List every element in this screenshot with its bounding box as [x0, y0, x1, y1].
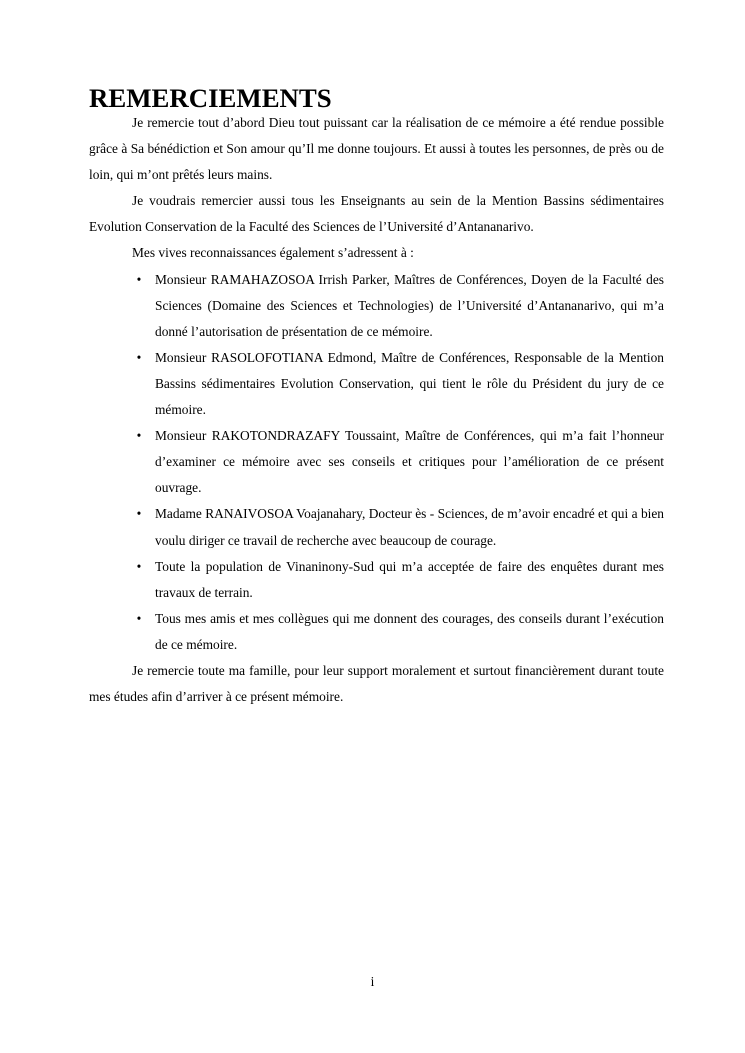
list-item-text: Madame RANAIVOSOA Voajanahary, Docteur ès - Sciences, de m’avoir encadré et qui a bien voulu diriger ce travail de recherche avec beaucoup de courage.	[155, 506, 664, 548]
bullet-icon: •	[136, 610, 142, 626]
list-item	[89, 345, 664, 423]
paragraph-thanks-teachers: Je voudrais remercier aussi tous les Enseignants au sein de la Mention Bassins sédimentaires Evolution Conservation de la Faculté des Sciences de l’Université d’Antananarivo.	[89, 193, 664, 235]
paragraph-acknowledgements-intro: Mes vives reconnaissances également s’adressent à :	[132, 245, 414, 261]
list-item-text: Toute la population de Vinaninony-Sud qui m’a acceptée de faire des enquêtes durant mes travaux de terrain.	[155, 558, 664, 600]
bullet-icon: •	[136, 349, 142, 365]
list-item	[89, 554, 664, 606]
list-item-text: Monsieur RAKOTONDRAZAFY Toussaint, Maître de Conférences, qui m’a fait l’honneur d’examiner ce mémoire avec ses conseils et critiques pour l’amélioration de ce présent ouvrage.	[155, 428, 664, 496]
page-title: REMERCIEMENTS	[89, 83, 332, 113]
paragraph-thanks-god: Je remercie tout d’abord Dieu tout puissant car la réalisation de ce mémoire a été rendue possible grâce à Sa bénédiction et Son amour qu’Il me donne toujours. Et aussi à toutes les personnes, de près ou de loin, qui m’ont prêtés leurs mains.	[89, 115, 664, 183]
list-item	[89, 606, 664, 658]
bullet-icon: •	[136, 271, 142, 287]
list-item-text: Monsieur RASOLOFOTIANA Edmond, Maître de Conférences, Responsable de la Mention Bassins sédimentaires Evolution Conservation, qui tient le rôle du Président du jury de ce mémoire.	[155, 349, 664, 418]
bullet-icon: •	[136, 506, 142, 522]
acknowledgements-list	[89, 267, 664, 658]
bullet-icon: •	[136, 558, 142, 574]
list-item	[89, 267, 664, 345]
list-item	[89, 423, 664, 501]
list-item-text: Monsieur RAMAHAZOSOA Irrish Parker, Maîtres de Conférences, Doyen de la Faculté des Sciences (Domaine des Sciences et Technologies) de l’Université d’Antananarivo, qui m’a donné l’autorisation de présentation de ce mémoire.	[155, 271, 664, 339]
bullet-icon: •	[136, 428, 142, 444]
list-item-text: Tous mes amis et mes collègues qui me donnent des courages, des conseils durant l’exécution de ce mémoire.	[155, 610, 664, 652]
paragraph-thanks-family: Je remercie toute ma famille, pour leur support moralement et surtout financièrement durant toute mes études afin d’arriver à ce présent mémoire.	[89, 662, 664, 705]
document-page	[89, 83, 664, 710]
list-item	[89, 501, 664, 553]
page-number: i	[370, 974, 375, 989]
